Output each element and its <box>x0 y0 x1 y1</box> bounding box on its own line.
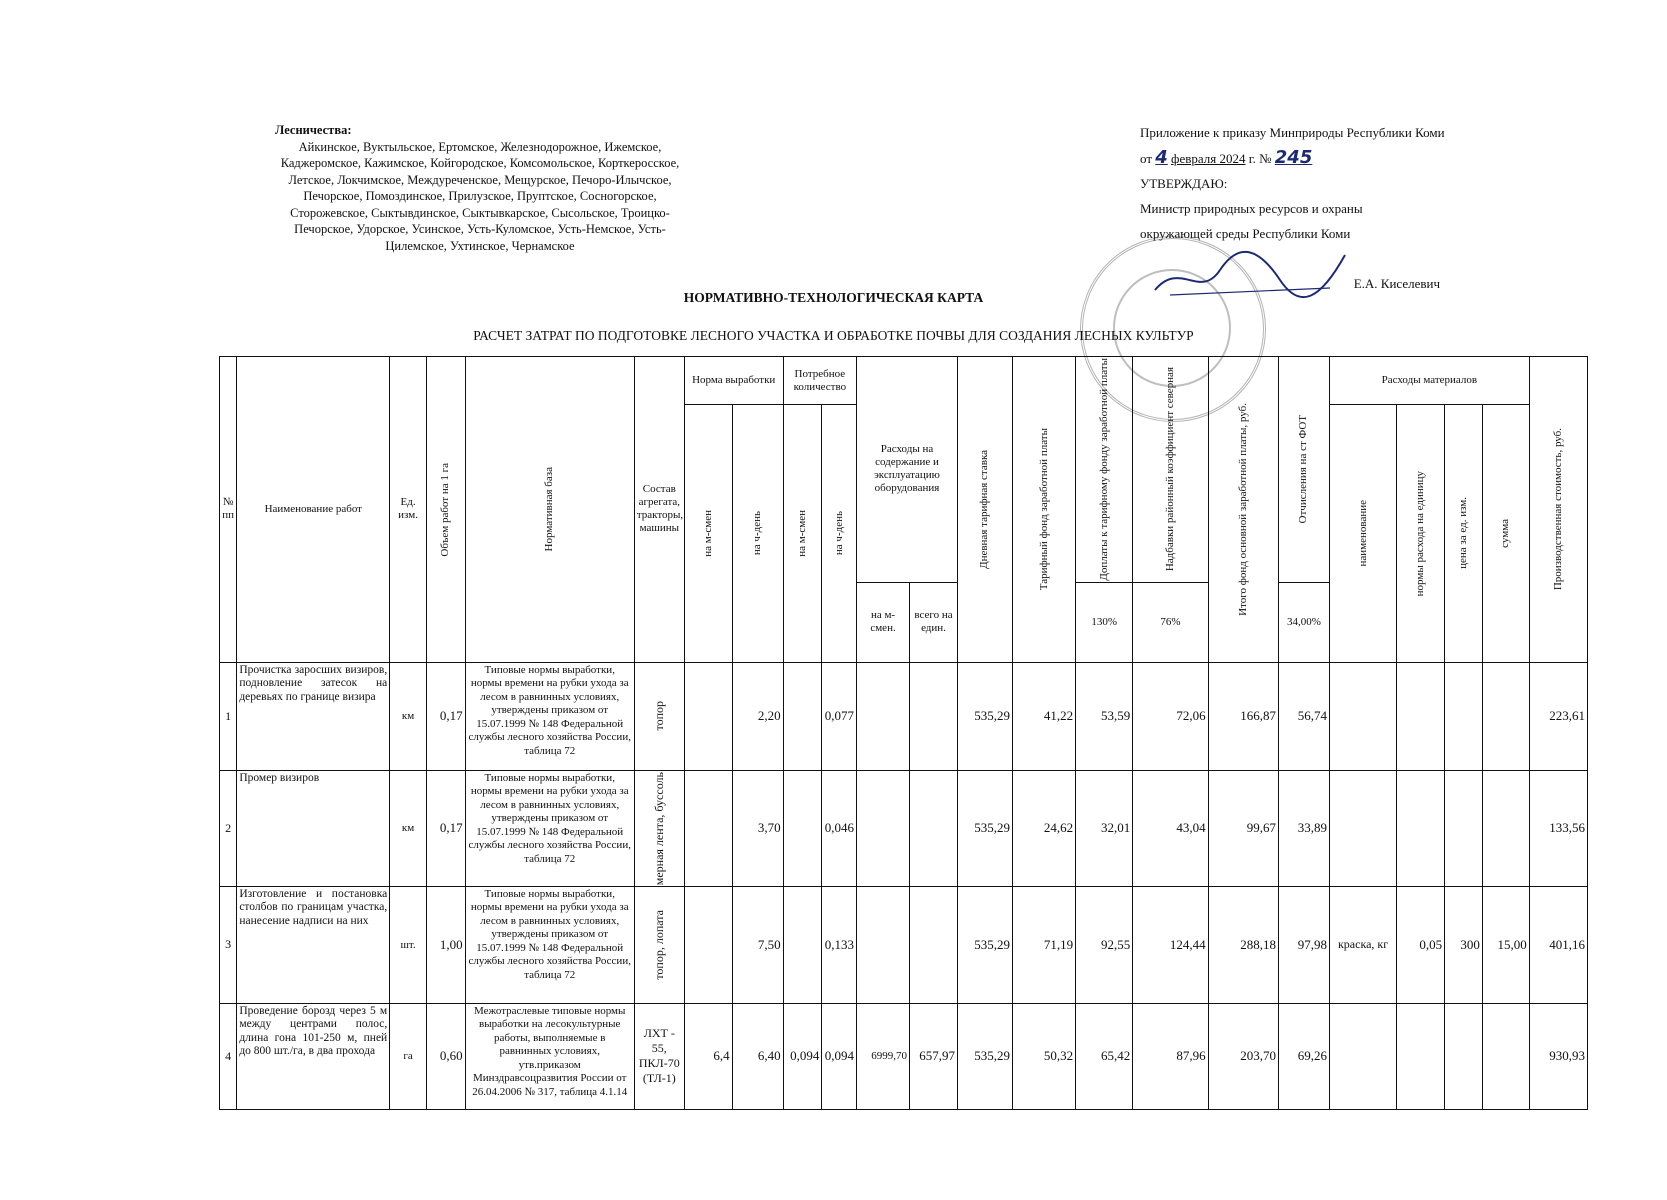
table-row <box>220 886 1588 1003</box>
row-volume: 1,00 <box>426 886 465 1003</box>
col-regional-header <box>1133 357 1208 583</box>
row-mat-sum <box>1482 1003 1529 1109</box>
forestries-title: Лесничества: <box>275 123 352 137</box>
row-tariff-fund: 50,32 <box>1012 1003 1075 1109</box>
regional-percent: 76% <box>1133 582 1208 662</box>
document-title: НОРМАТИВНО-ТЕХНОЛОГИЧЕСКАЯ КАРТА <box>683 290 984 305</box>
document-subtitle: РАСЧЕТ ЗАТРАТ ПО ПОДГОТОВКЕ ЛЕСНОГО УЧАСТКА И ОБРАБОТКЕ ПОЧВЫ ДЛЯ СОЗДАНИЯ ЛЕСНЫХ КУЛЬТУР <box>473 328 1194 343</box>
table-row <box>220 662 1588 770</box>
row-normative-base: Типовые нормы выработки, нормы времени на рубки ухода за лесом в равнинных условиях, утверждены приказом от 15.07.1999 № 148 Федеральной службы лесного хозяйства России, таблица 72 <box>465 770 634 886</box>
row-eq-shift: 6999,70 <box>857 1003 910 1109</box>
row-surcharges: 65,42 <box>1076 1003 1133 1109</box>
row-qty-day: 0,077 <box>822 662 857 770</box>
order-date-line <box>1140 145 1640 171</box>
row-eq-total <box>910 662 958 770</box>
row-work-name: Проведение борозд через 5 м между центрами полос, длина гона 101-250 м, пней до 800 шт./га, в два прохода <box>237 1003 390 1109</box>
col-qty-shift-label: на м-смен <box>796 509 808 557</box>
row-mat-norm <box>1397 770 1445 886</box>
col-num-header: № пп <box>220 357 237 663</box>
row-mat-sum <box>1482 770 1529 886</box>
col-norm-shift-label: на м-смен <box>701 509 714 557</box>
col-unit-header: Ед. изм. <box>390 357 427 663</box>
row-mat-name: краска, кг <box>1329 886 1396 1003</box>
number-sign: № <box>1259 151 1272 166</box>
row-surcharges: 53,59 <box>1076 662 1133 770</box>
row-eq-total <box>910 770 958 886</box>
col-qty-day-header <box>822 405 857 663</box>
row-qty-day: 0,133 <box>822 886 857 1003</box>
row-regional: 124,44 <box>1133 886 1208 1003</box>
order-number-handwritten: 245 <box>1274 147 1313 168</box>
row-volume: 0,17 <box>426 770 465 886</box>
row-mat-price: 300 <box>1445 886 1483 1003</box>
forestries-line: Сторожевское, Сыктывдинское, Сыктывкарское, Сысольское, Троицко- <box>290 205 670 220</box>
row-composition: мерная лента, буссоль <box>651 771 666 885</box>
col-volume-header <box>426 357 465 663</box>
row-norm-day: 3,70 <box>732 770 783 886</box>
row-daily-rate: 535,29 <box>957 886 1012 1003</box>
row-cost: 401,16 <box>1529 886 1587 1003</box>
row-regional: 43,04 <box>1133 770 1208 886</box>
surcharges-percent: 130% <box>1076 582 1133 662</box>
row-mat-price <box>1445 1003 1483 1109</box>
cost-calculation-table <box>219 356 1588 1110</box>
row-daily-rate: 535,29 <box>957 662 1012 770</box>
row-normative-base: Типовые нормы выработки, нормы времени на рубки ухода за лесом в равнинных условиях, утверждены приказом от 15.07.1999 № 148 Федеральной службы лесного хозяйства России, таблица 72 <box>465 886 634 1003</box>
row-total-fund: 166,87 <box>1208 662 1278 770</box>
row-mat-sum <box>1482 662 1529 770</box>
row-norm-shift <box>684 770 732 886</box>
row-normative-base: Межотраслевые типовые нормы выработки на лесокультурные работы, выполняемые в равнинных условиях, утв.приказом Минздравсоцразвития России от 26.04.2006 № 317, таблица 4.1.14 <box>465 1003 634 1109</box>
col-mat-name-label: наименование <box>1356 500 1369 567</box>
row-qty-day: 0,094 <box>822 1003 857 1109</box>
row-num: 1 <box>220 662 237 770</box>
row-composition: топор <box>651 701 666 731</box>
row-mat-name <box>1329 662 1396 770</box>
row-tariff-fund: 41,22 <box>1012 662 1075 770</box>
row-eq-shift <box>857 770 910 886</box>
col-daily-rate-header <box>957 357 1012 663</box>
col-eq-shift-header: на м-смен. <box>857 582 910 662</box>
row-norm-shift: 6,4 <box>684 1003 732 1109</box>
row-mat-name <box>1329 770 1396 886</box>
row-norm-shift <box>684 662 732 770</box>
col-surcharges-header <box>1076 357 1133 583</box>
col-mat-sum-label: сумма <box>1499 518 1512 548</box>
forestries-line: Цилемское, Ухтинское, Чернамское <box>385 238 575 253</box>
row-qty-shift <box>783 662 822 770</box>
row-mat-norm: 0,05 <box>1397 886 1445 1003</box>
equipment-costs-group-header: Расходы на содержание и эксплуатацию оборудования <box>857 357 958 583</box>
row-eq-shift <box>857 662 910 770</box>
col-mat-name-header <box>1329 405 1396 663</box>
forestries-line: Летское, Локчимское, Междуреченское, Мещурское, Печоро-Илычское, <box>288 172 672 187</box>
row-daily-rate: 535,29 <box>957 1003 1012 1109</box>
row-norm-day: 2,20 <box>732 662 783 770</box>
row-total-fund: 288,18 <box>1208 886 1278 1003</box>
forestries-line: Айкинское, Вуктыльское, Ертомское, Железнодорожное, Ижемское, <box>298 139 662 154</box>
row-cost: 223,61 <box>1529 662 1587 770</box>
row-mat-name <box>1329 1003 1396 1109</box>
table-header <box>220 357 1588 663</box>
row-norm-day: 7,50 <box>732 886 783 1003</box>
table-row <box>220 1003 1588 1109</box>
date-suffix: г. <box>1248 151 1256 166</box>
forestries-block <box>230 122 730 254</box>
row-cost: 133,56 <box>1529 770 1587 886</box>
col-mat-sum-header <box>1482 405 1529 663</box>
row-deductions: 33,89 <box>1279 770 1330 886</box>
row-mat-norm <box>1397 662 1445 770</box>
row-daily-rate: 535,29 <box>957 770 1012 886</box>
row-surcharges: 92,55 <box>1076 886 1133 1003</box>
row-unit: шт. <box>390 886 427 1003</box>
row-work-name: Промер визиров <box>237 770 390 886</box>
col-total-fund-label: Итого фонд основной заработной платы, руб. <box>1236 402 1249 616</box>
row-tariff-fund: 24,62 <box>1012 770 1075 886</box>
row-eq-shift <box>857 886 910 1003</box>
row-normative-base: Типовые нормы выработки, нормы времени на рубки ухода за лесом в равнинных условиях, утверждены приказом от 15.07.1999 № 148 Федеральной службы лесного хозяйства России, таблица 72 <box>465 662 634 770</box>
col-mat-price-header <box>1445 405 1483 663</box>
appendix-line: Приложение к приказу Минприроды Республики Коми <box>1140 125 1445 140</box>
col-normative-base-label: Нормативная база <box>543 467 556 552</box>
col-deductions-label: Отчисления на ст ФОТ <box>1297 415 1310 524</box>
row-deductions: 97,98 <box>1279 886 1330 1003</box>
col-regional-label: Надбавки районный коэффициент северная <box>1163 367 1176 572</box>
col-deductions-header <box>1279 357 1330 583</box>
row-composition: ЛХТ - 55, ПКЛ-70 (ТЛ-1) <box>634 1003 684 1109</box>
signatory-name: Е.А. Киселевич <box>1353 276 1440 291</box>
row-volume: 0,17 <box>426 662 465 770</box>
col-norm-day-label: на ч-день <box>751 511 764 556</box>
row-cost: 930,93 <box>1529 1003 1587 1109</box>
col-mat-norm-label: нормы расхода на единицу <box>1414 470 1427 596</box>
row-mat-price <box>1445 770 1483 886</box>
row-qty-shift: 0,094 <box>783 1003 822 1109</box>
col-norm-day-header <box>732 405 783 663</box>
row-qty-shift <box>783 886 822 1003</box>
row-mat-norm <box>1397 1003 1445 1109</box>
row-unit: га <box>390 1003 427 1109</box>
col-qty-shift-header <box>783 405 822 663</box>
col-mat-price-label: цена за ед. изм. <box>1456 497 1469 570</box>
row-regional: 87,96 <box>1133 1003 1208 1109</box>
row-total-fund: 203,70 <box>1208 1003 1278 1109</box>
row-num: 2 <box>220 770 237 886</box>
col-daily-rate-label: Дневная тарифная ставка <box>978 449 991 569</box>
row-tariff-fund: 71,19 <box>1012 886 1075 1003</box>
row-composition-cell <box>634 886 684 1003</box>
deductions-percent: 34,00% <box>1279 582 1330 662</box>
date-day-handwritten: 4 <box>1155 147 1168 168</box>
date-month-year: февраля 2024 <box>1171 151 1246 166</box>
date-prefix: от <box>1140 151 1153 166</box>
row-num: 3 <box>220 886 237 1003</box>
forestries-line: Печорское, Помоздинское, Прилузское, Пруптское, Сосногорское, <box>303 189 657 203</box>
row-qty-shift <box>783 770 822 886</box>
col-composition-header: Состав агрегата, тракторы, машины <box>634 357 684 663</box>
row-composition-cell <box>634 662 684 770</box>
row-deductions: 56,74 <box>1279 662 1330 770</box>
col-qty-day-label: на ч-день <box>832 511 845 556</box>
row-num: 4 <box>220 1003 237 1109</box>
row-regional: 72,06 <box>1133 662 1208 770</box>
row-surcharges: 32,01 <box>1076 770 1133 886</box>
col-tariff-fund-label: Тарифный фонд заработной платы <box>1037 428 1050 591</box>
output-norm-group-header: Норма выработки <box>684 357 783 405</box>
row-volume: 0,60 <box>426 1003 465 1109</box>
row-work-name: Изготовление и постановка столбов по границам участка, нанесение надписи на них <box>237 886 390 1003</box>
row-work-name: Прочистка заросших визиров, подновление затесок на деревьях по границе визира <box>237 662 390 770</box>
row-qty-day: 0,046 <box>822 770 857 886</box>
col-surcharges-label: Доплаты к тарифному фонду заработной платы <box>1097 358 1110 581</box>
position-line-1: Министр природных ресурсов и охраны <box>1140 201 1363 216</box>
row-mat-price <box>1445 662 1483 770</box>
required-qty-group-header: Потребное количество <box>783 357 856 405</box>
col-work-name-header: Наименование работ <box>237 357 390 663</box>
table-body <box>220 662 1588 1109</box>
row-deductions: 69,26 <box>1279 1003 1330 1109</box>
col-production-cost-header <box>1529 357 1587 663</box>
forestries-line: Каджеромское, Кажимское, Койгородское, Комсомольское, Корткеросское, <box>280 156 680 170</box>
approval-block <box>1140 120 1640 296</box>
row-mat-sum: 15,00 <box>1482 886 1529 1003</box>
approve-label: УТВЕРЖДАЮ: <box>1140 176 1228 191</box>
forestries-line: Печорское, Удорское, Усинское, Усть-Куломское, Усть-Немское, Усть- <box>294 222 666 236</box>
col-mat-norm-header <box>1397 405 1445 663</box>
table-row <box>220 770 1588 886</box>
row-composition: топор, лопата <box>651 910 666 980</box>
col-normative-base-header <box>465 357 634 663</box>
row-norm-shift <box>684 886 732 1003</box>
row-eq-total <box>910 886 958 1003</box>
col-eq-total-header: всего на един. <box>910 582 958 662</box>
col-tariff-fund-header <box>1012 357 1075 663</box>
row-total-fund: 99,67 <box>1208 770 1278 886</box>
row-eq-total: 657,97 <box>910 1003 958 1109</box>
row-composition-cell <box>634 770 684 886</box>
row-unit: км <box>390 662 427 770</box>
materials-group-header: Расходы материалов <box>1329 357 1529 405</box>
col-volume-label: Объем работ на 1 га <box>439 462 452 557</box>
col-production-cost-label: Производственная стоимость, руб. <box>1551 428 1564 591</box>
col-total-fund-header <box>1208 357 1278 663</box>
row-unit: км <box>390 770 427 886</box>
position-line-2: окружающей среды Республики Коми <box>1140 226 1351 241</box>
col-norm-shift-header <box>684 405 732 663</box>
row-norm-day: 6,40 <box>732 1003 783 1109</box>
